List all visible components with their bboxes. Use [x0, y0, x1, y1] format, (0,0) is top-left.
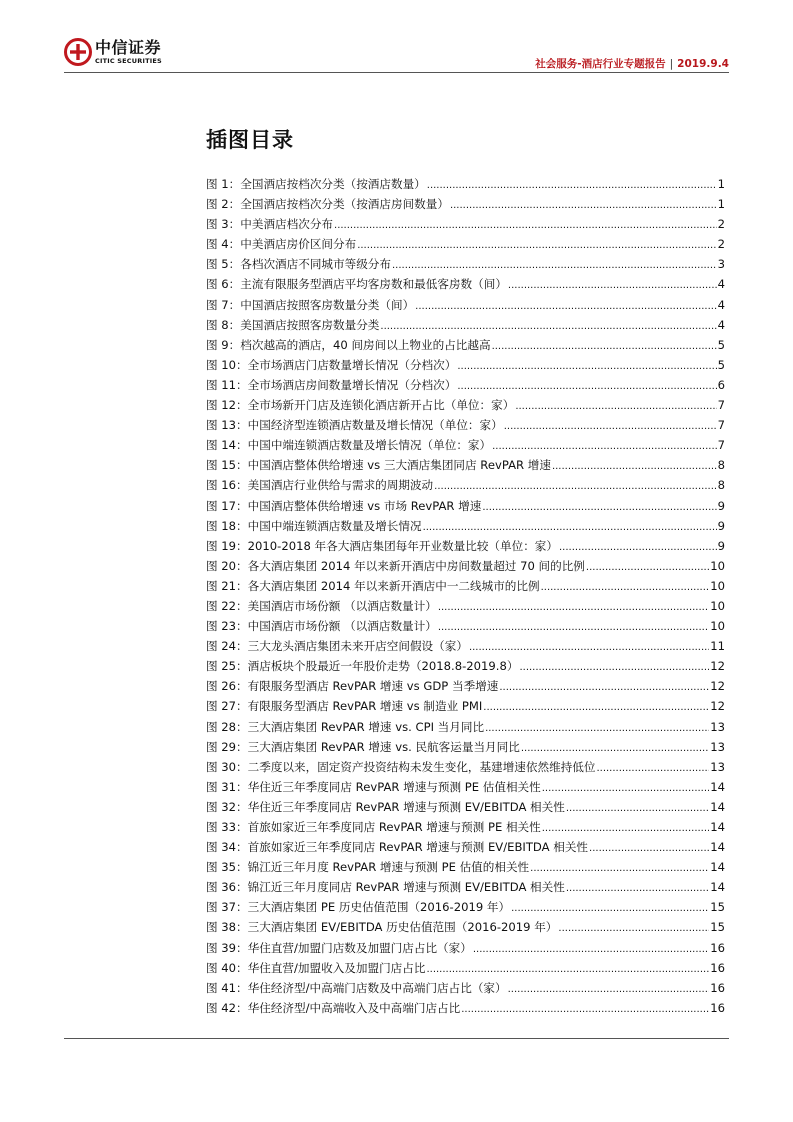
toc-figure-label: 图 38：: [206, 920, 248, 935]
toc-page-number: 8: [717, 478, 725, 493]
toc-figure-label: 图 16：: [206, 478, 248, 493]
toc-figure-title: 中国酒店按照客房数量分类（间）: [240, 297, 415, 312]
toc-leader-dots: [334, 217, 717, 231]
toc-entry[interactable]: [206, 437, 725, 457]
toc-page-number: 14: [710, 820, 725, 834]
toc-leader-dots: [438, 619, 709, 633]
toc-figure-label: 图 13：: [206, 418, 248, 433]
toc-figure-title: 华住直营/加盟收入及加盟门店占比: [247, 960, 426, 975]
toc-figure-title: 全国酒店按档次分类（按酒店数量）: [240, 177, 426, 191]
page-header: [64, 38, 729, 74]
toc-page-number: 8: [717, 458, 725, 473]
toc-leader-dots: [519, 659, 709, 673]
report-name: 社会服务-酒店行业专题报告: [535, 58, 666, 70]
figure-index: [206, 176, 725, 1020]
toc-figure-label: 图 20：: [206, 558, 248, 573]
toc-figure-title: 华住近三年季度同店 RevPAR 增速与预测 EV/EBITDA 相关性: [247, 799, 565, 814]
toc-page-number: 4: [717, 317, 725, 332]
toc-page-number: 9: [717, 498, 725, 513]
toc-page-number: 1: [717, 197, 725, 212]
header-separator: |: [669, 58, 674, 70]
toc-leader-dots: [473, 941, 709, 955]
toc-page-number: 15: [710, 920, 725, 935]
toc-figure-title: 中国中端连锁酒店数量及增长情况（单位：家）: [247, 438, 492, 453]
toc-leader-dots: [530, 860, 709, 874]
toc-entry[interactable]: [206, 276, 725, 296]
toc-figure-label: 图 32：: [206, 799, 248, 814]
toc-entry[interactable]: [206, 799, 725, 819]
toc-leader-dots: [566, 880, 709, 894]
toc-figure-title: 2010-2018 年各大酒店集团每年开业数量比较（单位：家）: [247, 538, 558, 553]
toc-page-number: 10: [710, 578, 725, 593]
toc-entry[interactable]: [206, 236, 725, 256]
toc-figure-label: 图 41：: [206, 980, 248, 995]
toc-figure-title: 中美酒店房价区间分布: [240, 237, 357, 252]
toc-leader-dots: [499, 679, 709, 693]
toc-figure-label: 图 9：: [206, 337, 241, 352]
toc-figure-title: 美国酒店按照客房数量分类: [240, 317, 380, 332]
toc-figure-label: 图 39：: [206, 940, 248, 955]
toc-figure-title: 中国酒店市场份额 （以酒店数量计）: [247, 619, 437, 634]
toc-leader-dots: [450, 197, 717, 211]
toc-entry[interactable]: [206, 317, 725, 337]
toc-leader-dots: [566, 800, 709, 814]
toc-figure-label: 图 36：: [206, 880, 248, 895]
toc-entry[interactable]: [206, 719, 725, 739]
toc-page-number: 7: [717, 398, 725, 413]
toc-entry[interactable]: [206, 759, 725, 779]
toc-page-number: 10: [710, 558, 725, 573]
toc-leader-dots: [392, 257, 717, 271]
toc-leader-dots: [508, 277, 717, 291]
toc-leader-dots: [423, 519, 717, 533]
toc-leader-dots: [541, 579, 710, 593]
toc-entry[interactable]: [206, 658, 725, 678]
toc-page-number: 12: [710, 659, 725, 674]
toc-figure-title: 华住经济型/中高端门店数及中高端门店占比（家）: [247, 980, 507, 995]
toc-entry[interactable]: [206, 819, 725, 839]
toc-figure-label: 图 6：: [206, 277, 241, 292]
toc-figure-label: 图 37：: [206, 900, 248, 915]
toc-page-number: 3: [717, 257, 725, 272]
toc-figure-label: 图 7：: [206, 297, 241, 312]
toc-figure-title: 华住直营/加盟门店数及加盟门店占比（家）: [247, 940, 472, 955]
toc-figure-title: 美国酒店行业供给与需求的周期波动: [247, 478, 434, 493]
toc-figure-label: 图 27：: [206, 699, 248, 714]
toc-figure-label: 图 10：: [206, 357, 248, 372]
report-date: 2019.9.4: [677, 58, 729, 70]
toc-entry[interactable]: [206, 678, 725, 698]
toc-figure-label: 图 8：: [206, 317, 241, 332]
toc-page-number: 6: [717, 377, 725, 392]
toc-entry[interactable]: [206, 518, 725, 538]
toc-page-number: 14: [710, 860, 725, 875]
toc-page-number: 4: [717, 297, 725, 312]
toc-leader-dots: [492, 338, 717, 352]
toc-page-number: 14: [710, 799, 725, 814]
toc-leader-dots: [515, 398, 716, 412]
toc-figure-title: 档次越高的酒店，40 间房间以上物业的占比越高: [240, 337, 491, 352]
toc-figure-title: 三大龙头酒店集团未来开店空间假设（家）: [247, 639, 468, 654]
toc-figure-label: 图 5：: [206, 257, 241, 272]
toc-entry[interactable]: [206, 457, 725, 477]
toc-figure-title: 中国酒店整体供给增速 vs 三大酒店集团同店 RevPAR 增速: [247, 458, 551, 473]
toc-page-number: 12: [710, 699, 725, 714]
toc-figure-label: 图 29：: [206, 739, 248, 754]
toc-figure-title: 中美酒店档次分布: [240, 217, 334, 232]
toc-entry[interactable]: [206, 377, 725, 397]
toc-leader-dots: [483, 699, 709, 713]
logo-chinese-name: 中信证券: [95, 37, 162, 57]
toc-figure-label: 图 17：: [206, 498, 248, 513]
toc-figure-label: 图 12：: [206, 398, 248, 413]
toc-leader-dots: [511, 900, 709, 914]
toc-figure-title: 锦江近三年月度 RevPAR 增速与预测 PE 估值的相关性: [247, 860, 530, 875]
toc-leader-dots: [542, 780, 709, 794]
toc-leader-dots: [542, 820, 709, 834]
toc-figure-label: 图 25：: [206, 659, 248, 674]
toc-leader-dots: [457, 378, 716, 392]
toc-leader-dots: [357, 237, 716, 251]
toc-figure-title: 锦江近三年月度同店 RevPAR 增速与预测 EV/EBITDA 相关性: [247, 880, 565, 895]
toc-figure-label: 图 34：: [206, 840, 248, 855]
toc-figure-title: 各档次酒店不同城市等级分布: [240, 257, 391, 272]
toc-figure-title: 首旅如家近三年季度同店 RevPAR 增速与预测 PE 相关性: [247, 820, 541, 834]
toc-figure-title: 主流有限服务型酒店平均客房数和最低客房数（间）: [240, 277, 507, 292]
toc-figure-label: 图 40：: [206, 960, 248, 975]
toc-entry[interactable]: [206, 196, 725, 216]
toc-entry[interactable]: [206, 839, 725, 859]
toc-figure-label: 图 11：: [206, 377, 248, 392]
toc-page-number: 16: [710, 980, 725, 995]
toc-figure-title: 全市场酒店房间数量增长情况（分档次）: [247, 377, 457, 392]
toc-leader-dots: [415, 298, 716, 312]
toc-figure-label: 图 33：: [206, 820, 248, 834]
company-logo: [64, 38, 162, 66]
toc-figure-title: 三大酒店集团 EV/EBITDA 历史估值范围（2016-2019 年）: [247, 920, 558, 935]
toc-leader-dots: [469, 639, 709, 653]
toc-page-number: 2: [717, 217, 725, 232]
toc-entry[interactable]: [206, 1000, 725, 1020]
toc-figure-label: 图 1：: [206, 177, 241, 191]
toc-entry[interactable]: [206, 940, 725, 960]
toc-figure-label: 图 42：: [206, 1000, 248, 1015]
toc-leader-dots: [508, 981, 710, 995]
toc-figure-title: 全市场酒店门店数量增长情况（分档次）: [247, 357, 457, 372]
toc-page-number: 13: [710, 719, 725, 734]
toc-page-number: 14: [710, 880, 725, 895]
toc-entry[interactable]: [206, 598, 725, 618]
footer-divider: [64, 1038, 729, 1039]
toc-figure-title: 二季度以来，固定资产投资结构未发生变化，基建增速依然维持低位: [247, 759, 596, 774]
citic-logo-icon: [64, 38, 92, 66]
toc-figure-label: 图 14：: [206, 438, 248, 453]
toc-leader-dots: [558, 920, 709, 934]
toc-figure-title: 全市场新开门店及连锁化酒店新开占比（单位：家）: [247, 398, 515, 413]
toc-figure-label: 图 18：: [206, 518, 248, 533]
toc-entry[interactable]: [206, 618, 725, 638]
toc-leader-dots: [482, 499, 716, 513]
toc-entry[interactable]: [206, 899, 725, 919]
toc-figure-label: 图 4：: [206, 237, 241, 252]
toc-figure-label: 图 3：: [206, 217, 241, 232]
toc-leader-dots: [427, 177, 717, 191]
toc-figure-label: 图 30：: [206, 759, 248, 774]
toc-page-number: 16: [710, 940, 725, 955]
toc-page-number: 2: [717, 237, 725, 252]
toc-entry[interactable]: [206, 417, 725, 437]
toc-entry[interactable]: [206, 578, 725, 598]
logo-english-name: CITIC SECURITIES: [95, 56, 162, 65]
toc-entry[interactable]: [206, 980, 725, 1000]
page-title: 插图目录: [206, 128, 294, 152]
toc-leader-dots: [559, 539, 717, 553]
toc-leader-dots: [380, 318, 716, 332]
toc-figure-title: 首旅如家近三年季度同店 RevPAR 增速与预测 EV/EBITDA 相关性: [247, 840, 589, 855]
toc-page-number: 14: [710, 779, 725, 794]
toc-page-number: 13: [710, 759, 725, 774]
toc-leader-dots: [426, 961, 709, 975]
toc-entry[interactable]: [206, 879, 725, 899]
toc-figure-title: 有限服务型酒店 RevPAR 增速 vs 制造业 PMI: [247, 699, 483, 714]
toc-figure-label: 图 26：: [206, 679, 248, 694]
toc-leader-dots: [596, 760, 709, 774]
toc-figure-label: 图 2：: [206, 197, 241, 212]
toc-entry[interactable]: [206, 779, 725, 799]
toc-figure-label: 图 15：: [206, 458, 248, 473]
toc-figure-title: 中国酒店整体供给增速 vs 市场 RevPAR 增速: [247, 498, 482, 513]
toc-entry[interactable]: [206, 498, 725, 518]
toc-page-number: 11: [710, 639, 725, 654]
toc-leader-dots: [485, 720, 709, 734]
toc-entry[interactable]: [206, 739, 725, 759]
toc-figure-title: 华住经济型/中高端收入及中高端门店占比: [247, 1000, 461, 1015]
toc-figure-title: 中国中端连锁酒店数量及增长情况: [247, 518, 422, 533]
toc-entry[interactable]: [206, 297, 725, 317]
toc-figure-label: 图 23：: [206, 619, 248, 634]
toc-leader-dots: [461, 1001, 709, 1015]
toc-entry[interactable]: [206, 256, 725, 276]
toc-entry[interactable]: [206, 960, 725, 980]
toc-figure-label: 图 35：: [206, 860, 248, 875]
toc-figure-title: 三大酒店集团 PE 历史估值范围（2016-2019 年）: [247, 900, 511, 915]
toc-entry[interactable]: [206, 859, 725, 879]
toc-entry[interactable]: [206, 176, 725, 196]
toc-figure-title: 华住近三年季度同店 RevPAR 增速与预测 PE 估值相关性: [247, 779, 541, 794]
toc-page-number: 13: [710, 739, 725, 754]
toc-leader-dots: [589, 840, 709, 854]
toc-page-number: 7: [717, 418, 725, 433]
toc-figure-title: 全国酒店按档次分类（按酒店房间数量）: [240, 197, 449, 212]
toc-figure-label: 图 24：: [206, 639, 248, 654]
toc-figure-label: 图 19：: [206, 538, 248, 553]
toc-page-number: 9: [717, 538, 725, 553]
toc-figure-label: 图 31：: [206, 779, 248, 794]
toc-leader-dots: [552, 458, 717, 472]
toc-leader-dots: [438, 599, 709, 613]
toc-page-number: 9: [717, 518, 725, 533]
toc-page-number: 10: [710, 619, 725, 634]
toc-entry[interactable]: [206, 397, 725, 417]
toc-page-number: 16: [710, 960, 725, 975]
toc-entry[interactable]: [206, 558, 725, 578]
toc-leader-dots: [586, 559, 709, 573]
toc-entry[interactable]: [206, 337, 725, 357]
toc-page-number: 10: [710, 598, 725, 613]
toc-page-number: 16: [710, 1000, 725, 1015]
toc-entry[interactable]: [206, 919, 725, 939]
toc-figure-title: 三大酒店集团 RevPAR 增速 vs. 民航客运量当月同比: [247, 739, 520, 754]
report-info: [535, 56, 729, 71]
header-divider: [64, 72, 729, 73]
toc-page-number: 7: [717, 438, 725, 453]
toc-entry[interactable]: [206, 698, 725, 718]
toc-leader-dots: [434, 478, 716, 492]
toc-entry[interactable]: [206, 638, 725, 658]
toc-leader-dots: [521, 740, 709, 754]
toc-entry[interactable]: [206, 216, 725, 236]
toc-entry[interactable]: [206, 538, 725, 558]
toc-leader-dots: [457, 358, 716, 372]
toc-leader-dots: [504, 418, 717, 432]
toc-page-number: 5: [717, 357, 725, 372]
toc-figure-title: 美国酒店市场份额 （以酒店数量计）: [247, 598, 437, 613]
toc-figure-title: 有限服务型酒店 RevPAR 增速 vs GDP 当季增速: [247, 679, 499, 694]
toc-entry[interactable]: [206, 477, 725, 497]
toc-page-number: 4: [717, 277, 725, 292]
toc-figure-title: 中国经济型连锁酒店数量及增长情况（单位：家）: [247, 418, 503, 433]
toc-entry[interactable]: [206, 357, 725, 377]
toc-figure-label: 图 28：: [206, 719, 248, 734]
toc-figure-label: 图 22：: [206, 598, 248, 613]
toc-figure-label: 图 21：: [206, 578, 248, 593]
toc-figure-title: 酒店板块个股最近一年股价走势（2018.8-2019.8）: [247, 659, 519, 674]
toc-page-number: 5: [717, 337, 725, 352]
toc-page-number: 15: [710, 900, 725, 915]
toc-figure-title: 三大酒店集团 RevPAR 增速 vs. CPI 当月同比: [247, 719, 485, 734]
toc-figure-title: 各大酒店集团 2014 年以来新开酒店中一二线城市的比例: [247, 578, 540, 593]
toc-page-number: 1: [717, 177, 725, 191]
toc-figure-title: 各大酒店集团 2014 年以来新开酒店中房间数量超过 70 间的比例: [247, 558, 585, 573]
toc-page-number: 12: [710, 679, 725, 694]
toc-page-number: 14: [710, 840, 725, 855]
toc-leader-dots: [492, 438, 716, 452]
